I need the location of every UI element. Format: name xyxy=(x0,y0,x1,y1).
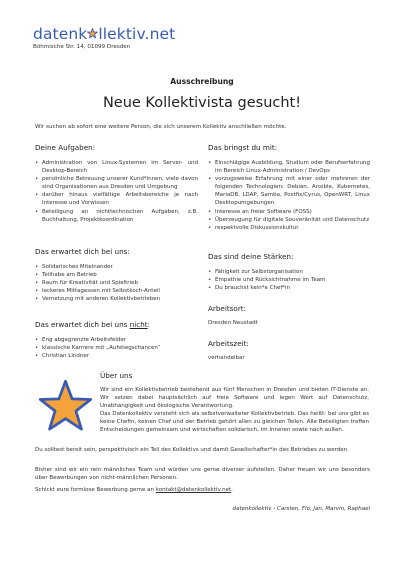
heading-suffix: : xyxy=(147,320,150,329)
location-section xyxy=(208,304,370,326)
list-item: • Christian Lindner xyxy=(35,352,198,360)
list-item: • Einschlägige Ausbildung, Studium oder Berufserfahrung im Bereich Linux-Administration / DevOps xyxy=(208,159,370,175)
list-item: • Teilhabe am Betrieb xyxy=(35,271,198,279)
signature: datenkollektiv - Carsten, Flo, Jan, Marvin, Raphael xyxy=(232,506,370,512)
not-expects-list xyxy=(35,336,198,360)
list-item: • Vernetzung mit anderen Kollektivbetrieben xyxy=(35,295,198,303)
logo-text-left: datenk xyxy=(33,25,88,43)
list-item: • Administration von Linux-Systemen im Server- und Desktop-Bereich xyxy=(35,159,198,175)
list-item: • darüber hinaus vielfältige Arbeitsbereiche je nach Interesse und Vorwissen xyxy=(35,191,198,207)
list-item: • Solidarisches Miteinander xyxy=(35,263,198,271)
list-item: • Du brauchst kein*e Chef*in xyxy=(208,284,370,292)
logo-text-right: llektiv.net xyxy=(98,25,176,43)
location-value: Dresden Neustadt xyxy=(208,320,258,326)
heading-underlined: nicht xyxy=(129,320,148,329)
time-heading: Arbeitszeit: xyxy=(208,339,249,348)
time-section xyxy=(208,339,370,361)
closing-paragraph-1: Du solltest bereit sein, perspektivisch ein Teil des Kollektivs und damit Gesellschafter*in des Betriebes zu werden. xyxy=(35,447,349,453)
list-item: • klassische Karriere mit „Aufstiegschancen“ xyxy=(35,344,198,352)
time-value: verhandelbar xyxy=(208,355,245,361)
not-expects-section xyxy=(35,320,198,360)
closing-paragraph-3 xyxy=(35,486,370,494)
logo xyxy=(33,27,175,43)
list-item: • Beteiligung an nichttechnischen Aufgaben, z.B. Buchhaltung, Projektkoordination xyxy=(35,208,198,224)
tasks-heading: Deine Aufgaben: xyxy=(35,143,96,152)
address: Böhmische Str. 14, 01099 Dresden xyxy=(33,44,131,50)
location-heading: Arbeitsort: xyxy=(208,304,247,313)
expects-section xyxy=(35,247,198,303)
list-item: • respektvolle Diskussionskultur xyxy=(208,224,370,232)
strengths-heading: Das sind deine Stärken: xyxy=(208,252,294,261)
list-item: • Überzeugung für digitale Souveränität und Datenschutz xyxy=(208,216,370,224)
about-text xyxy=(100,386,369,435)
star-icon xyxy=(38,378,93,433)
list-item: • Interesse an freier Software (FOSS) xyxy=(208,208,370,216)
list-item: • persönliche Betreuung unserer Kund*innen, viele davon sind Organisationen aus Dresden und Umgebung xyxy=(35,175,198,191)
kicker: Ausschreibung xyxy=(170,77,234,86)
logo-star-icon xyxy=(87,27,98,40)
strengths-section xyxy=(208,252,370,292)
list-item: • Eng abgegrenzte Arbeitsfelder xyxy=(35,336,198,344)
heading-prefix: Das erwartet dich bei uns xyxy=(35,320,130,329)
bring-section xyxy=(208,143,370,232)
list-item: • leckeres Mittagessen mit Selbstkoch-Anteil xyxy=(35,287,198,295)
about-paragraph-2: Das Datenkollektiv versteht sich als selbstverwalteter Kollektivbetrieb. Das heißt: bei uns gibt es keine Chefin, keinen Chef und der Betrieb gehört allen zu gleichen Teilen. Alle Beteiligten treffen Entscheidungen gemeinsam und wirtschaften solidarisch, im Inneren sowie nach außen. xyxy=(100,411,369,434)
closing-paragraph-2: Bisher sind wir ein rein männliches Team und würden uns gerne diverser aufstellen. Daher freuen wir uns besonders über Bewerbungen von nicht-männlichen Personen. xyxy=(35,467,370,482)
closing-prefix: Schickt eure formlose Bewerbung gerne an xyxy=(35,487,156,493)
expects-list xyxy=(35,263,198,303)
about-heading: Über uns xyxy=(100,371,133,380)
tasks-list xyxy=(35,159,198,224)
list-item: • Empathie und Rücksichtnahme im Team xyxy=(208,276,370,284)
about-paragraph-1: Wir sind ein Kollektivbetrieb bestehend aus fünf Menschen in Dresden und bieten IT-Dienste an. Wir setzen dabei hauptsächlich auf freie Software und legen Wert auf Datenschutz, Unabhängigkeit und ökologische Verantwortung. xyxy=(100,387,369,410)
not-expects-heading xyxy=(35,320,198,329)
list-item: • vorzugsweise Erfahrung mit einer oder mehreren der folgenden Technologien: Debian, Ansible, Kubernetes, MariaDB, LDAP, Samba, Postfix/Cyrus, OpenWRT, Linux Desktopumgebungen xyxy=(208,175,370,207)
bring-list xyxy=(208,159,370,232)
intro-text: Wir suchen ab sofort eine weitere Person, die sich unserem Kollektiv anschließen möchte. xyxy=(35,124,287,130)
tasks-section xyxy=(35,143,198,224)
expects-heading: Das erwartet dich bei uns: xyxy=(35,247,130,256)
closing-suffix: . xyxy=(231,487,233,493)
email-link[interactable]: kontakt@datenkollektiv.net xyxy=(155,487,232,493)
list-item: • Raum für Kreativität und Spieltrieb xyxy=(35,279,198,287)
list-item: • Fähigkeit zur Selbstorganisation xyxy=(208,268,370,276)
page-title: Neue Kollektivista gesucht! xyxy=(102,95,302,111)
strengths-list xyxy=(208,268,370,292)
bring-heading: Das bringst du mit: xyxy=(208,143,278,152)
